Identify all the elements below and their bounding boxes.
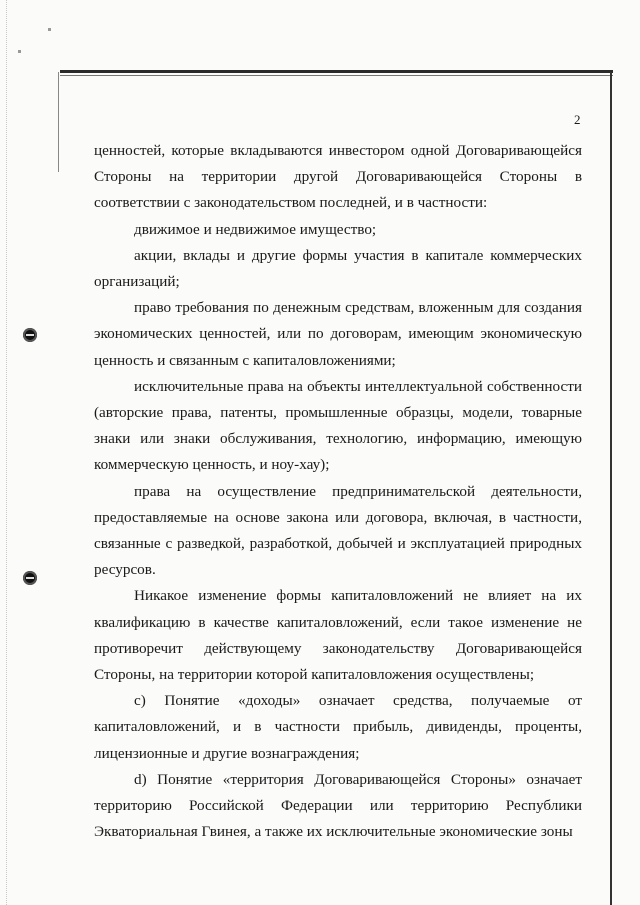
scan-edge-dots: [6, 0, 9, 905]
top-border-line-thin: [60, 75, 613, 76]
paragraph: право требования по денежным средствам, вложенным для создания экономических ценностей, или по договорам, имеющим экономическую ценность и связанным с капиталовложениями;: [94, 299, 582, 369]
paragraph: исключительные права на объекты интеллектуальной собственности (авторские права, патенты, промышленные образцы, модели, товарные знаки или знаки обслуживания, технологию, информацию, имеющую коммерческую ценность, и ноу-хау);: [94, 377, 582, 474]
paragraph: d) Понятие «территория Договаривающейся Стороны» означает территорию Российской Федерации или территорию Республики Экваториальная Гвинея, а также их исключительные экономические зоны: [94, 770, 582, 841]
punch-hole-icon: [23, 328, 37, 342]
paragraph: движимое и недвижимое имущество;: [134, 220, 377, 238]
paragraph: права на осуществление предпринимательской деятельности, предоставляемые на основе закона или договора, включая, в частности, связанные с разведкой, разработкой, добычей и эксплуатацией природных ресурсов.: [94, 482, 582, 579]
top-border-line: [60, 70, 613, 73]
paragraph: c) Понятие «доходы» означает средства, получаемые от капиталовложений, и в частности прибыль, дивиденды, проценты, лицензионные и другие вознаграждения;: [94, 692, 582, 762]
scan-speck: [18, 50, 21, 53]
scan-speck: [48, 28, 51, 31]
document-body: [94, 138, 582, 845]
paragraph: Никакое изменение формы капиталовложений не влияет на их квалификацию в качестве капиталовложений, если такое изменение не противоречит действующему законодательству Договаривающейся Стороны, на территории которой капиталовложения осуществлены;: [94, 587, 582, 684]
page-number: 2: [574, 112, 581, 127]
right-border-line: [610, 72, 612, 905]
paragraph: ценностей, которые вкладываются инвестором одной Договаривающейся Стороны на территории другой Договаривающейся Стороны в соответствии с законодательством последней, и в частности:: [94, 142, 582, 212]
left-border-line: [58, 72, 59, 172]
paragraph: акции, вклады и другие формы участия в капитале коммерческих организаций;: [94, 246, 582, 291]
punch-hole-icon: [23, 571, 37, 585]
